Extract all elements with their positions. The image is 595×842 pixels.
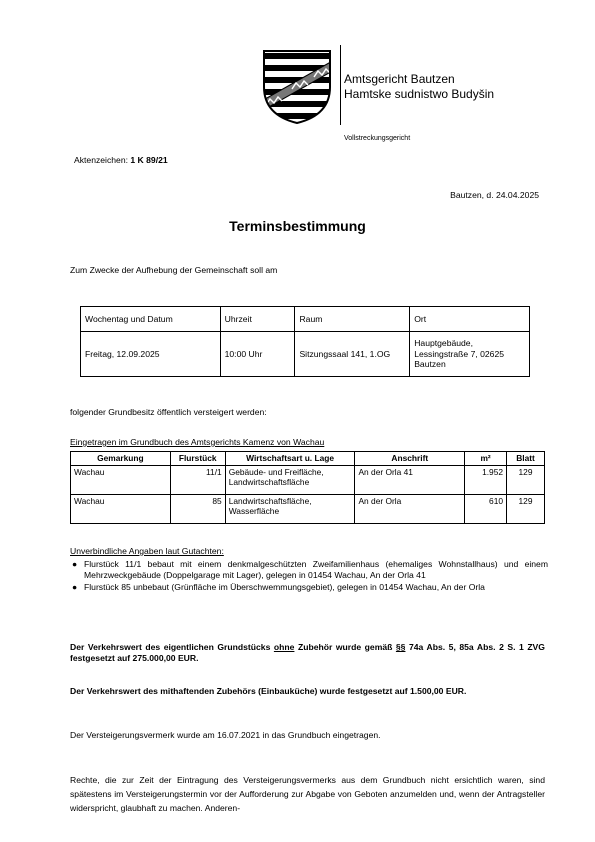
appointment-time: 10:00 Uhr xyxy=(220,332,295,377)
area: 1.952 xyxy=(465,465,507,494)
column-header: Raum xyxy=(295,307,410,332)
court-name xyxy=(344,72,494,102)
saxony-coat-of-arms xyxy=(258,45,336,125)
market-value-text: 74a Abs. 5, 85a Abs. 2 S. 1 ZVG festgesetzt auf 275.000,00 EUR. xyxy=(70,642,545,663)
cadastral-district: Wachau xyxy=(71,465,171,494)
table-row xyxy=(71,494,545,523)
paragraph-sign: §§ xyxy=(395,642,406,652)
column-header: Blatt xyxy=(507,452,545,466)
appointment-room: Sitzungssaal 141, 1.OG xyxy=(295,332,410,377)
file-number: 1 K 89/21 xyxy=(130,155,168,165)
appointment-row xyxy=(81,332,530,377)
column-header: Anschrift xyxy=(355,452,465,466)
expert-opinion-caption: Unverbindliche Angaben laut Gutachten: xyxy=(70,546,224,556)
market-value-text: Zubehör wurde gemäß xyxy=(294,642,396,652)
parcel-number: 11/1 xyxy=(170,465,225,494)
list-item-text: Flurstück 11/1 bebaut mit einem denkmalgeschützten Zweifamilienhaus (ehemaliges Wohnstallhaus) und einem Mehrzweckgebäude (Doppelgarage mit Lager), gelegen in 01454 Wachau, An der Orla 41 xyxy=(84,559,548,580)
land-table xyxy=(70,451,545,524)
table-row xyxy=(71,465,545,494)
sheet-number: 129 xyxy=(507,494,545,523)
appointment-date: Freitag, 12.09.2025 xyxy=(81,332,221,377)
land-register-caption: Eingetragen im Grundbuch des Amtsgerichts Kamenz von Wachau xyxy=(70,437,325,447)
bullet-icon: ● xyxy=(72,559,78,569)
column-header: Uhrzeit xyxy=(220,307,295,332)
accessory-value-statement: Der Verkehrswert des mithaftenden Zubehörs (Einbauküche) wurde festgesetzt auf 1.500,00 EUR. xyxy=(70,686,467,696)
column-header: Flurstück xyxy=(170,452,225,466)
cadastral-district: Wachau xyxy=(71,494,171,523)
market-value-text: Der Verkehrswert des eigentlichen Grundstücks xyxy=(70,642,274,652)
court-name-german: Amtsgericht Bautzen xyxy=(344,72,455,86)
market-value-emphasis: ohne xyxy=(273,642,295,652)
header-divider xyxy=(340,45,341,125)
column-header: Ort xyxy=(410,307,530,332)
column-header: Gemarkung xyxy=(71,452,171,466)
court-name-sorbian: Hamtske sudnistwo Budyšin xyxy=(344,87,495,101)
list-item xyxy=(70,559,548,580)
parcel-number: 85 xyxy=(170,494,225,523)
column-header: Wochentag und Datum xyxy=(81,307,221,332)
appointment-place: Hauptgebäude, Lessingstraße 7, 02625 Bautzen xyxy=(410,332,530,377)
address: An der Orla xyxy=(355,494,465,523)
file-number-line xyxy=(74,155,168,166)
land-table-header xyxy=(71,452,545,466)
column-header: Wirtschaftsart u. Lage xyxy=(225,452,355,466)
court-department: Vollstreckungsgericht xyxy=(344,135,411,142)
land-use: Landwirtschaftsfläche, Wasserfläche xyxy=(225,494,355,523)
list-item-text: Flurstück 85 unbebaut (Grünfläche im Überschwemmungsgebiet), gelegen in 01454 Wachau, An der Orla xyxy=(84,582,485,593)
market-value-statement xyxy=(70,642,545,663)
column-header: m² xyxy=(465,452,507,466)
auction-statement: folgender Grundbesitz öffentlich versteigert werden: xyxy=(70,407,267,417)
bullet-icon: ● xyxy=(72,582,78,593)
area: 610 xyxy=(465,494,507,523)
file-number-label: Aktenzeichen: xyxy=(74,155,128,165)
place-date: Bautzen, d. 24.04.2025 xyxy=(450,190,539,200)
rights-paragraph: Rechte, die zur Zeit der Eintragung des Versteigerungsvermerks aus dem Grundbuch nicht ersichtlich waren, sind spätestens im Versteigerungstermin vor der Aufforderung zur Abgabe von Geboten anzumelden und, wenn der Antragsteller widerspricht, glaubhaft zu machen. Anderen- xyxy=(70,775,545,813)
land-use: Gebäude- und Freifläche, Landwirtschaftsfläche xyxy=(225,465,355,494)
document-title: Terminsbestimmung xyxy=(229,218,366,234)
intro-text: Zum Zwecke der Aufhebung der Gemeinschaft soll am xyxy=(70,265,278,275)
register-note: Der Versteigerungsvermerk wurde am 16.07.2021 in das Grundbuch eingetragen. xyxy=(70,730,381,740)
address: An der Orla 41 xyxy=(355,465,465,494)
sheet-number: 129 xyxy=(507,465,545,494)
appointment-table xyxy=(80,306,530,377)
expert-opinion-list xyxy=(70,559,548,595)
appointment-table-header xyxy=(81,307,530,332)
list-item xyxy=(70,582,548,593)
